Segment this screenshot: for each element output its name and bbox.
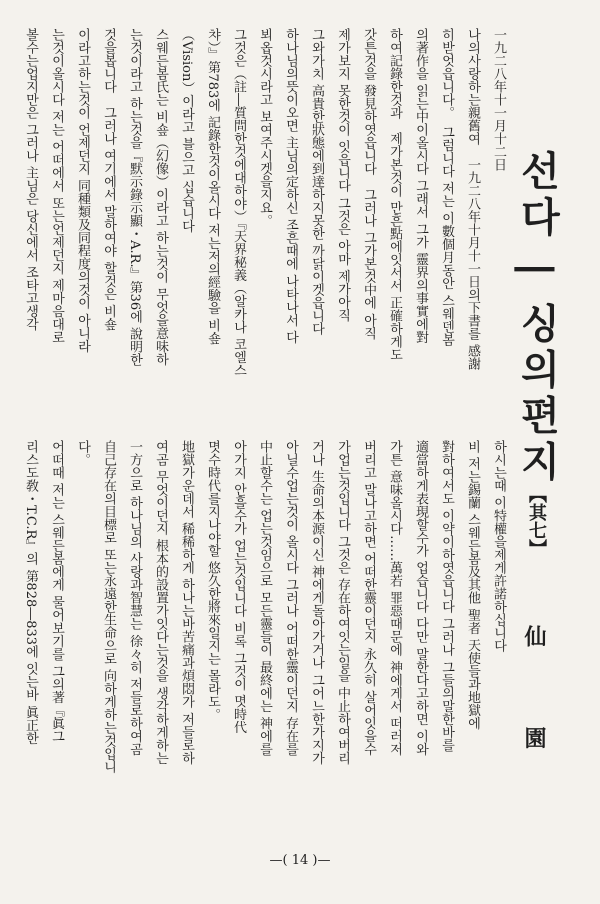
text-line: 一方으로 하나님의 사랑과智慧는 徐々히 저들로하여곰 bbox=[127, 440, 142, 756]
page-number: —( 14 )— bbox=[269, 853, 331, 868]
text-line: 對하여서도 이약이하엿읍니다 그러나 그들의말한바를 bbox=[439, 440, 454, 752]
text-line: 하나님의뜻이오면 主님의定하신 조흔때에 나타나서 다 bbox=[283, 28, 298, 344]
text-line: 리스도敎・T.C.R』의 第828―833에 잇는바 眞正한 bbox=[23, 440, 38, 745]
text-line: 나의사랑하는親舊여 一九二八年十月十一日의下書를 感謝 bbox=[465, 28, 480, 371]
text-line: 제가보지 못한것이 잇읍니다 그것은 아마 제가아직 bbox=[335, 28, 350, 322]
text-line: 는것이라고 하는것을『默示錄示顯・A.R.』第36에 說明한 bbox=[127, 28, 142, 367]
text-line: 그와가치 高貴한狀態에到達하지못한 까닭이겟읍니다 bbox=[309, 28, 324, 336]
author-name: 仙 園 bbox=[521, 625, 547, 785]
text-line: 거나 生命의本源이신 神에게돌아가거나 그어느한가지가 bbox=[309, 440, 324, 765]
text-line: 이라고하는것이 언제던지 同種類及同程度의것이 아니라 bbox=[75, 28, 90, 353]
text-line: 의著作을 읽는中이올시다 그래서 그가 靈界의事實에對 bbox=[413, 28, 428, 344]
text-line: 스웨든봄氏는 비숖（幻像）이라고 하는것이 무엇을意味하 bbox=[153, 28, 168, 366]
text-line: 몃수時代를지나야할 悠久한將來일지는 몰라도。 bbox=[205, 440, 220, 722]
article-title: 선다 | 싱의편지 bbox=[514, 150, 560, 487]
upper-text-block bbox=[15, 28, 511, 423]
text-line: 뵈옵것시라고 보여주시겟을지요。 bbox=[257, 28, 272, 228]
text-line: （Vision）이라고 블으고 십습니다 bbox=[179, 28, 194, 233]
text-line: 아닐수업는것이 올시다 그러나 어떠한靈이던지 存在를 bbox=[283, 440, 298, 756]
text-line: 비 저는錫蘭 스웨든봄及其他 聖者 天使들과地獄에 bbox=[465, 440, 480, 730]
text-line: 自己存在의目標로 또는永遠한生命으로 向하게하는것입니 bbox=[101, 440, 116, 774]
text-line: 히받엇읍니다。 그럼니다 저는 이數個月동안 스웨덴봄 bbox=[439, 28, 454, 346]
text-line: 中止할수는 업는것임으로 모든靈들이 最終에는 神에를 bbox=[257, 440, 272, 756]
text-line: 가튼 意味올시다……萬若 罪惡때문에 神에게서 떠러저 bbox=[387, 440, 402, 756]
text-line: 하여記錄한것과 제가본것이 만흔點에잇서서 正確하게도 bbox=[387, 28, 402, 362]
text-line: 버리고 말나고하면 어떠한靈이던지 永久히 살어잇을수 bbox=[361, 440, 376, 756]
text-line: 適當하게表現할수가 업습니다 다만 말한다고하면 이와 bbox=[413, 440, 428, 756]
text-line: 가업는것입니다 그것은 存在하여잇는일을 中止하여버리 bbox=[335, 440, 350, 765]
text-line: 하시는때 이特權을제게許諾하십니다 bbox=[491, 440, 506, 653]
text-line: 地獄가운데서 稀稀하게 하나는바苦痛과煩悶가 저들로하 bbox=[179, 440, 194, 765]
text-line: 다。 bbox=[75, 440, 90, 466]
text-line: 어떠때 저는 스웨든봄에게 물어보기를 그의著『眞그 bbox=[49, 440, 64, 743]
text-line: 는것이올시다 저는 어떠에서 또는언제던지 제마음대로 bbox=[49, 28, 64, 344]
text-line: 갓튼것을 發見하엿읍니다 그러나 그가본것中에 아직 bbox=[361, 28, 376, 340]
lower-text-block bbox=[15, 440, 511, 835]
text-line: 아가지 안흘수가 업는것입니다 비록 그것이 몃時代 bbox=[231, 440, 246, 734]
text-line: 一九二八年十一月十二日 bbox=[491, 28, 506, 171]
text-line: 그것은（註―質問한것에대하야）『天界秘義（알카나 코엘스 bbox=[231, 28, 246, 377]
text-line: 챠）』第783에 記錄한것이올시다 저는저의經驗을 비숖 bbox=[205, 28, 220, 345]
text-line: 볼수는업지만은 그러나 主님은 당신에서 조타고생각 bbox=[23, 28, 38, 331]
text-line: 여곰 무엇이던지 根本的設置가잇다는것을 생각하게하는 bbox=[153, 440, 168, 765]
article-subtitle: 【其七】 bbox=[526, 485, 547, 557]
text-line: 것을봅니다 그러나 여기에서 말하여야 할것은 비숖 bbox=[101, 28, 116, 331]
